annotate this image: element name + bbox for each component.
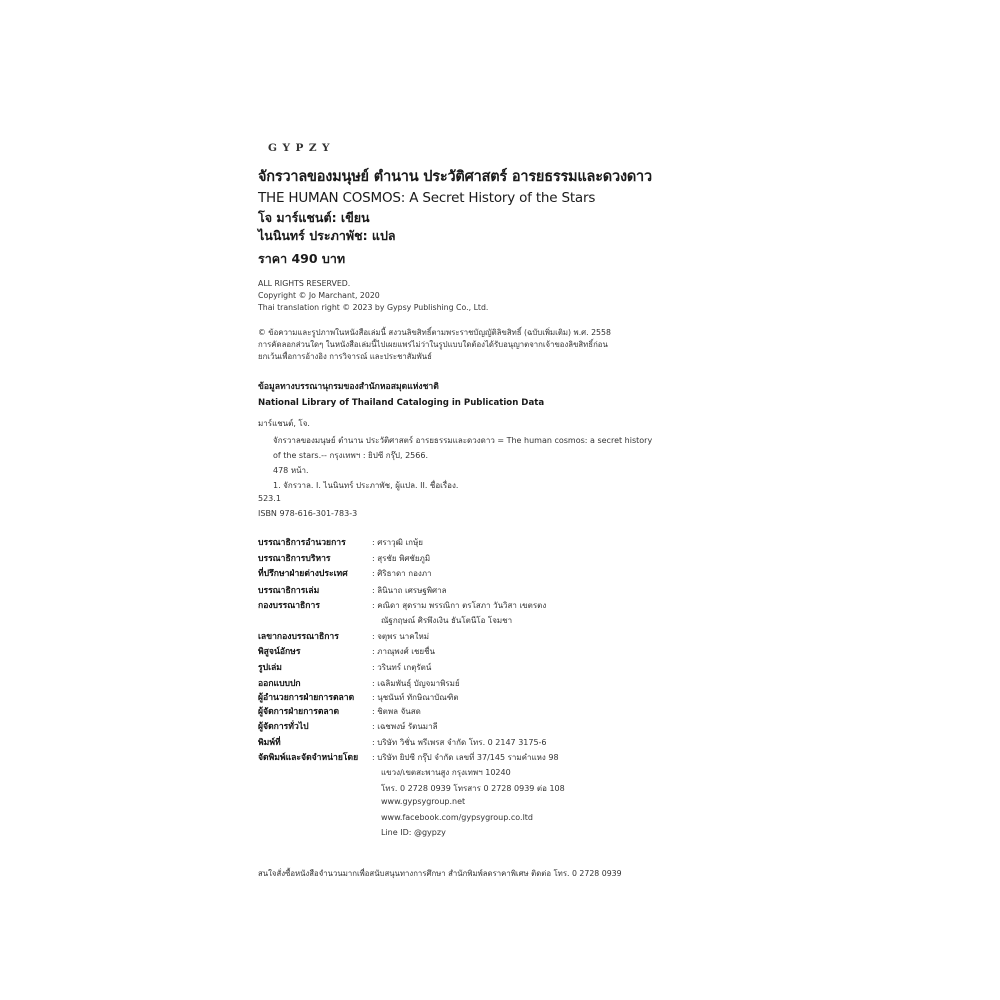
credit-label: พิมพ์ที่ (258, 738, 281, 748)
credit-label: บรรณาธิการอำนวยการ (258, 538, 346, 548)
credit-label: ผู้อำนวยการฝ่ายการตลาด (258, 693, 355, 703)
credit-label: พิสูจน์อักษร (258, 647, 301, 657)
credit-value: : เฉชพงษ์ รัตนมาลี (372, 722, 438, 731)
rights-line: Thai translation right © 2023 by Gypsy Publishing Co., Ltd. (258, 303, 489, 312)
catalog-subjects: 1. จักรวาล. I. ไนนินทร์ ประภาพัช, ผู้แปล. II. ชื่อเรื่อง. (273, 481, 459, 490)
credit-value: : วรินทร์ เกตุรัตน์ (372, 663, 432, 672)
publisher-logo: GYPZY (268, 142, 336, 154)
credit-label: เลขากองบรรณาธิการ (258, 632, 339, 642)
author-line: โจ มาร์แชนต์: เขียน (258, 210, 370, 225)
price: ราคา 490 บาท (258, 251, 346, 266)
catalog-isbn: ISBN 978-616-301-783-3 (258, 509, 358, 518)
credit-value: : บริษัท ยิปซี กรุ๊ป จำกัด เลขที่ 37/145 รามคำแหง 98 (372, 753, 559, 762)
credit-value: : บริษัท วิชั่น พรีเพรส จำกัด โทร. 0 2147 3175-6 (372, 738, 547, 747)
publisher-line-id: Line ID: @gypzy (381, 828, 446, 837)
book-title-thai: จักรวาลของมนุษย์ ตำนาน ประวัติศาสตร์ อารยธรรมและดวงดาว (258, 169, 652, 185)
credit-value: : นุชนันท์ ทักษิณาบัณฑิต (372, 693, 459, 702)
credit-label: บรรณาธิการบริหาร (258, 554, 331, 564)
credit-value: : จตุพร นาคใหม่ (372, 632, 429, 641)
credit-label: บรรณาธิการเล่ม (258, 586, 320, 596)
credit-label: จัดพิมพ์และจัดจำหน่ายโดย (258, 753, 359, 763)
copyright-notice-line: ยกเว้นเพื่อการอ้างอิง การวิจารณ์ และประชาสัมพันธ์ (258, 352, 432, 361)
credit-value: : ชิตพล จันสด (372, 707, 421, 716)
copyright-notice-line: © ข้อความและรูปภาพในหนังสือเล่มนี้ สงวนลิขสิทธิ์ตามพระราชบัญญัติลิขสิทธิ์ (ฉบับเพิ่มเติม) พ.ศ. 2558 (258, 328, 611, 337)
credit-value-continued: ณัฐกฤษณ์ ศิรพึงเงิน ธันโตนีโอ โจมชา (381, 616, 513, 625)
credit-label: กองบรรณาธิการ (258, 601, 320, 611)
catalog-pages: 478 หน้า. (273, 466, 309, 475)
publisher-phone: โทร. 0 2728 0939 โทรสาร 0 2728 0939 ต่อ 108 (381, 784, 565, 793)
credit-label: ผู้จัดการทั่วไป (258, 722, 309, 732)
rights-line: Copyright © Jo Marchant, 2020 (258, 291, 380, 300)
credit-label: ผู้จัดการฝ่ายการตลาด (258, 707, 340, 717)
publisher-address-line: แขวง/เขตสะพานสูง กรุงเทพฯ 10240 (381, 768, 511, 777)
cip-heading-thai: ข้อมูลทางบรรณานุกรมของสำนักหอสมุดแห่งชาติ (258, 382, 439, 392)
translator-line: ไนนินทร์ ประภาพัช: แปล (258, 228, 396, 243)
credit-label: ที่ปรึกษาฝ่ายต่างประเทศ (258, 569, 348, 579)
credit-value: : ศราวุฒิ เกษุ้ย (372, 538, 423, 547)
book-title-english: THE HUMAN COSMOS: A Secret History of the Stars (258, 190, 596, 206)
publisher-facebook-link[interactable]: www.facebook.com/gypsygroup.co.ltd (381, 813, 534, 822)
credit-value: : ลินินาถ เศรษฐพิศาล (372, 586, 447, 595)
credit-label: ออกแบบปก (258, 679, 301, 689)
copyright-notice-line: การคัดลอกส่วนใดๆ ในหนังสือเล่มนี้ไปเผยแพร่ไม่ว่าในรูปแบบใดต้องได้รับอนุญาตจากเจ้าของลิขสิทธิ์ก่อน (258, 340, 608, 349)
catalog-class-number: 523.1 (258, 494, 281, 503)
rights-line: ALL RIGHTS RESERVED. (258, 279, 351, 288)
credit-value: : เฉลิมพันธุ์ บัญจมาพิรมย์ (372, 679, 460, 688)
credit-value: : ภาณุพงศ์ เชยชื่น (372, 647, 435, 656)
credit-label: รูปเล่ม (258, 663, 282, 673)
credit-value: : คณิดา สุดราม พรรณิกา ตรโสภา วันวิสา เขตรตง (372, 601, 547, 610)
cip-heading-english: National Library of Thailand Cataloging in Publication Data (258, 398, 545, 408)
footer-note: สนใจสั่งซื้อหนังสือจำนวนมากเพื่อสนับสนุนทางการศึกษา สำนักพิมพ์ลดราคาพิเศษ ติดต่อ โทร. 0 2728 0939 (258, 869, 622, 878)
catalog-entry: of the stars.-- กรุงเทพฯ : ยิปซี กรุ๊ป, 2566. (273, 451, 428, 460)
catalog-author: มาร์แชนต์, โจ. (258, 419, 310, 428)
credit-value: : สุรชัย พิศชัยภูมิ (372, 554, 431, 563)
credit-value: : ศิริธาดา กองภา (372, 569, 432, 578)
catalog-entry: จักรวาลของมนุษย์ ตำนาน ประวัติศาสตร์ อารยธรรมและดวงดาว = The human cosmos: a secret history (273, 436, 653, 445)
publisher-website-link[interactable]: www.gypsygroup.net (381, 797, 466, 806)
